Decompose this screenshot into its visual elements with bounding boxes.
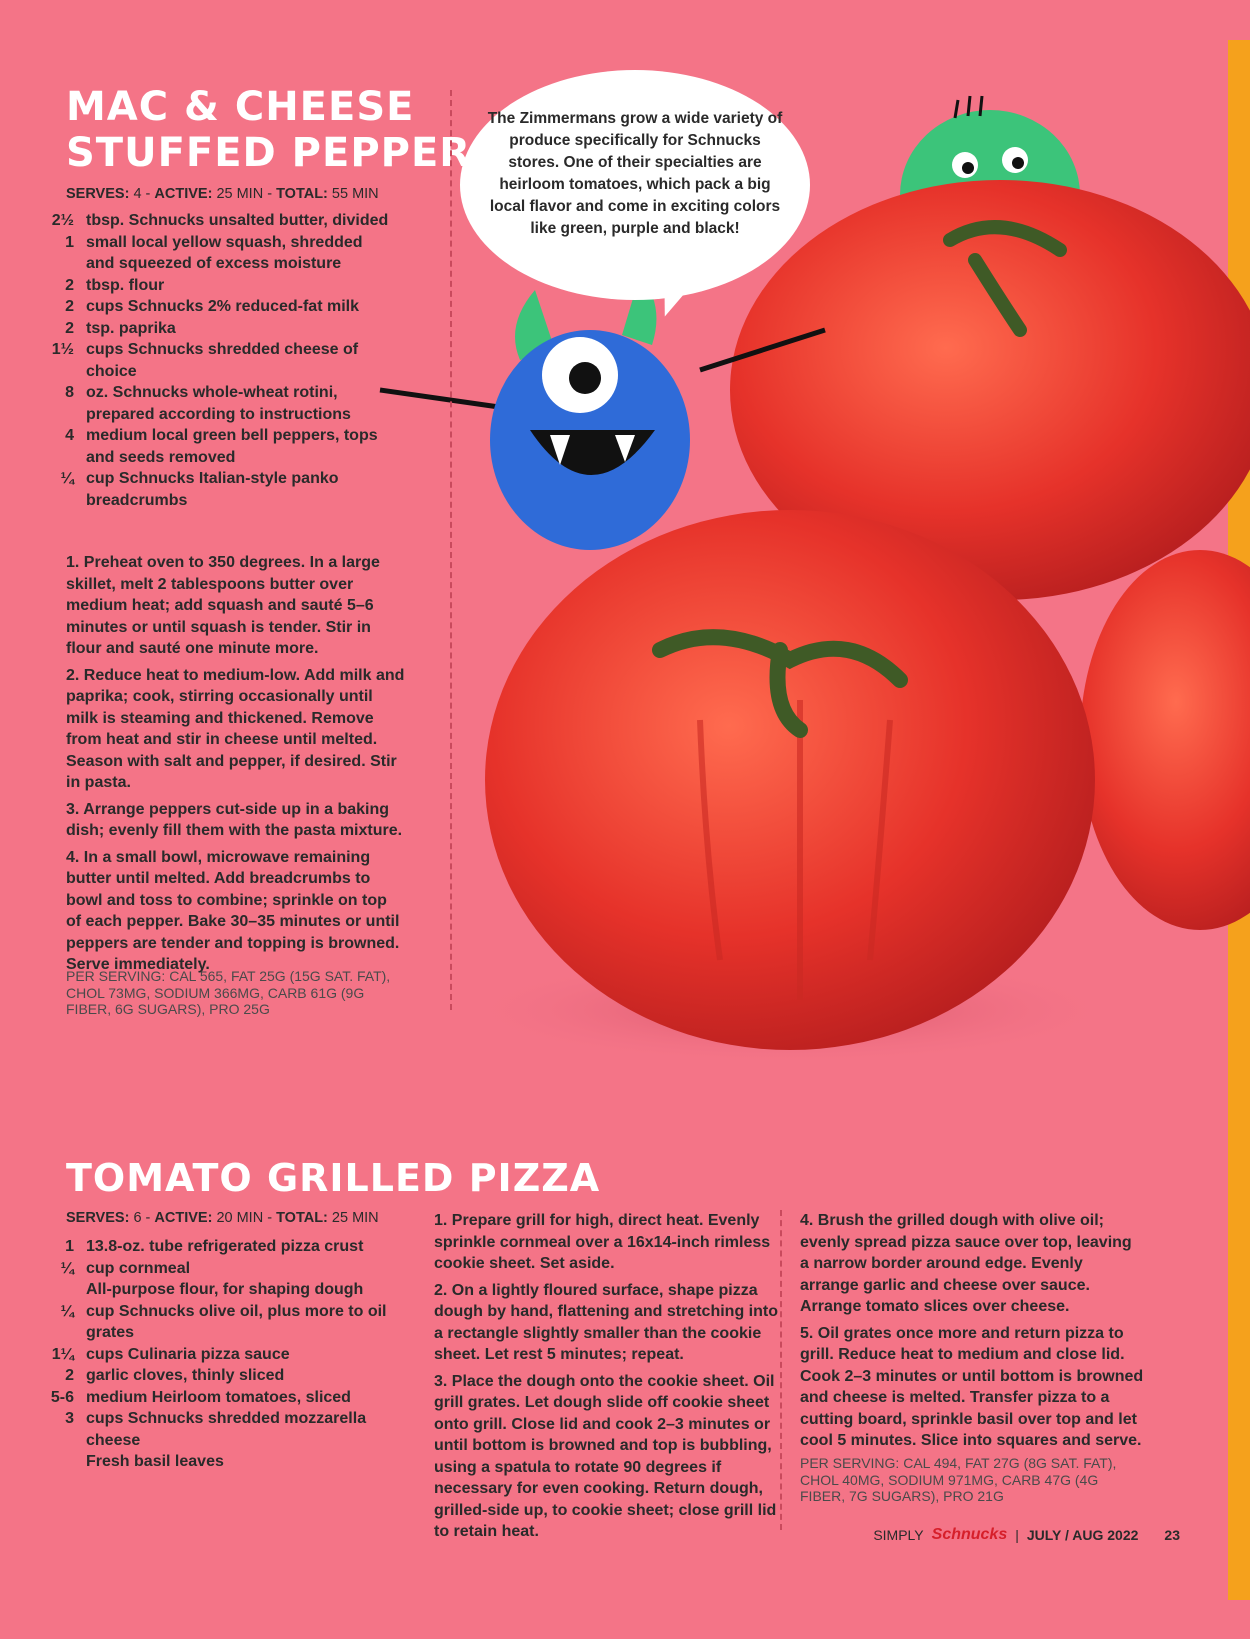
serves-label: SERVES: xyxy=(66,1210,130,1226)
step: 4. Brush the grilled dough with olive oil; evenly spread pizza sauce over top, leaving a narrow border around edge. Evenly arrange garlic and cheese over sauce. Arrange tomato slices over cheese. xyxy=(800,1212,1132,1315)
ingredient-qty: 2 xyxy=(65,276,74,294)
ingredient-item xyxy=(40,1344,420,1366)
footer-separator: | xyxy=(1015,1527,1019,1543)
ingredient-qty: 1¼ xyxy=(51,1345,74,1363)
ingredient-text: garlic cloves, thinly sliced xyxy=(86,1367,285,1384)
ingredient-qty: 1 xyxy=(65,233,74,251)
ingredient-item xyxy=(40,1408,420,1451)
page-footer xyxy=(873,1526,1180,1544)
serves-label: SERVES: xyxy=(66,186,130,202)
ingredient-qty: 2½ xyxy=(51,212,74,229)
recipe1-nutrition: PER SERVING: CAL 565, FAT 25G (15G SAT. FAT), CHOL 73MG, SODIUM 366MG, CARB 61G (9G FIBER, 6G SUGARS), PRO 25G xyxy=(66,968,391,1017)
recipe2-steps-col3 xyxy=(800,1210,1145,1457)
step: 4. In a small bowl, microwave remaining butter until melted. Add breadcrumbs to bowl and toss to combine; sprinkle on top of each pepper. Bake 30–35 minutes or until peppers are tender and topping is browned. Serve immediately. xyxy=(66,848,400,973)
ingredient-text: oz. Schnucks whole-wheat rotini, prepared according to instructions xyxy=(86,384,351,423)
ingredient-item xyxy=(40,210,390,232)
ingredient-qty: 2 xyxy=(65,298,74,315)
column-divider xyxy=(780,1210,782,1530)
meta-sep: - xyxy=(263,1210,277,1226)
ingredient-item xyxy=(40,339,390,382)
ingredient-item xyxy=(40,1236,420,1258)
ingredient-text: small local yellow squash, shredded and squeezed of excess moisture xyxy=(86,233,363,272)
recipe2-ingredients xyxy=(40,1236,420,1473)
ingredient-text: tbsp. flour xyxy=(86,276,165,294)
ingredient-item xyxy=(40,1301,420,1344)
footer-simply: SIMPLY xyxy=(873,1527,924,1543)
meta-sep: - xyxy=(141,186,155,202)
ingredient-item xyxy=(40,275,390,297)
ingredient-qty xyxy=(40,1279,86,1301)
footer-issue: JULY / AUG 2022 xyxy=(1026,1527,1139,1543)
ingredient-item xyxy=(40,1365,420,1387)
ingredient-text: All-purpose flour, for shaping dough xyxy=(86,1281,364,1298)
ingredient-text: medium local green bell peppers, tops and seeds removed xyxy=(86,427,378,466)
ingredient-qty: 5-6 xyxy=(50,1388,74,1406)
ingredient-item xyxy=(40,1387,420,1409)
recipe2-meta xyxy=(66,1210,379,1226)
active-label: ACTIVE: xyxy=(154,186,213,202)
step: 2. Reduce heat to medium-low. Add milk and paprika; cook, stirring occasionally until milk is steaming and thickened. Remove from heat and stir in cheese until melted. Season with salt and pepper, if desired. Stir in pasta. xyxy=(66,666,405,791)
ingredient-text: cups Schnucks shredded cheese of choice xyxy=(86,341,359,380)
ingredient-qty: 1 xyxy=(65,1238,74,1255)
step: 1. Prepare grill for high, direct heat. Evenly sprinkle cornmeal over a 16x14-inch rimless cookie sheet. Set aside. xyxy=(434,1212,771,1272)
ingredient-text: 13.8-oz. tube refrigerated pizza crust xyxy=(86,1238,364,1255)
active-value: 20 MIN xyxy=(216,1210,264,1226)
ingredient-text: cups Schnucks 2% reduced-fat milk xyxy=(86,298,359,315)
recipe1-ingredients xyxy=(40,210,390,511)
ingredient-qty: ¼ xyxy=(60,1302,74,1320)
ingredient-item xyxy=(40,296,390,318)
ingredient-qty: 3 xyxy=(65,1410,74,1427)
column-divider xyxy=(450,90,452,1010)
ingredient-item xyxy=(40,382,390,425)
ingredient-item xyxy=(40,232,390,275)
schnucks-logo: Schnucks xyxy=(931,1526,1008,1543)
ingredient-text: medium Heirloom tomatoes, sliced xyxy=(86,1388,351,1406)
active-value: 25 MIN xyxy=(216,186,264,202)
step: 1. Preheat oven to 350 degrees. In a large skillet, melt 2 tablespoons butter over medium heat; add squash and sauté 5–6 minutes or until squash is tender. Stir in flour and sauté one minute more. xyxy=(66,554,380,657)
ingredient-item xyxy=(40,1451,420,1473)
speech-bubble-text: The Zimmermans grow a wide variety of produce specifically for Schnucks stores. One of their specialties are heirloom tomatoes, which pack a big local flavor and come in exciting colors like green, purple and black! xyxy=(487,110,783,237)
ingredient-text: cup cornmeal xyxy=(86,1259,191,1277)
ingredient-qty: ¼ xyxy=(60,1259,74,1277)
meta-sep: - xyxy=(141,1210,155,1226)
serves-value: 6 xyxy=(133,1210,142,1226)
ingredient-text: cup Schnucks Italian-style panko breadcrumbs xyxy=(86,470,339,509)
ingredient-text: cups Schnucks shredded mozzarella cheese xyxy=(86,1410,367,1449)
ingredient-qty: 1½ xyxy=(51,341,74,358)
total-value: 55 MIN xyxy=(331,186,379,202)
ingredient-text: cups Culinaria pizza sauce xyxy=(86,1345,290,1363)
step: 2. On a lightly floured surface, shape pizza dough by hand, flattening and stretching into a rectangle slightly smaller than the cookie sheet. Let rest 5 minutes; repeat. xyxy=(434,1281,778,1363)
meta-sep: - xyxy=(263,186,277,202)
ingredient-text: cup Schnucks olive oil, plus more to oil grates xyxy=(86,1302,387,1341)
recipe2-nutrition: PER SERVING: CAL 494, FAT 27G (8G SAT. FAT), CHOL 40MG, SODIUM 971MG, CARB 47G (4G FIBER, 7G SUGARS), PRO 21G xyxy=(800,1455,1117,1504)
ingredient-text: tbsp. Schnucks unsalted butter, divided xyxy=(86,212,389,229)
ingredient-item xyxy=(40,468,390,511)
ingredient-text: tsp. paprika xyxy=(86,319,176,337)
ingredient-qty: 4 xyxy=(65,427,74,444)
page-number: 23 xyxy=(1164,1527,1180,1543)
ingredient-item xyxy=(40,1279,420,1301)
serves-value: 4 xyxy=(133,186,142,202)
ingredient-qty xyxy=(40,1451,86,1473)
total-label: TOTAL: xyxy=(276,1210,328,1226)
recipe1-title xyxy=(66,84,501,176)
active-label: ACTIVE: xyxy=(154,1210,213,1226)
recipe1-meta xyxy=(66,186,379,202)
recipe1-title-line1: MAC & CHEESE xyxy=(66,84,415,130)
step: 3. Place the dough onto the cookie sheet. Oil grill grates. Let dough slide off cookie sheet onto grill. Close lid and cook 2–3 minutes or until bottom is browned and top is bubbling, using a spatula to rotate 90 degrees if necessary for even cooking. Return dough, grilled-side up, to cookie sheet; close grill lid to retain heat. xyxy=(434,1372,777,1540)
ingredient-qty: 2 xyxy=(65,1367,74,1384)
ingredient-qty: 8 xyxy=(65,384,74,401)
step: 5. Oil grates once more and return pizza to grill. Reduce heat to medium and close lid. Cook 2–3 minutes or until bottom is browned and cheese is melted. Transfer pizza to a cutting board, sprinkle basil over top and let cool 5 minutes. Slice into squares and serve. xyxy=(800,1324,1144,1449)
total-label: TOTAL: xyxy=(276,186,328,202)
recipe2-steps-col2 xyxy=(434,1210,779,1548)
ingredient-item xyxy=(40,425,390,468)
ingredient-text: Fresh basil leaves xyxy=(86,1453,224,1470)
recipe1-steps xyxy=(66,552,406,981)
total-value: 25 MIN xyxy=(331,1210,379,1226)
recipe2-title: TOMATO GRILLED PIZZA xyxy=(66,1156,601,1200)
ingredient-item xyxy=(40,1258,420,1280)
ingredient-item xyxy=(40,318,390,340)
recipe1-title-line2: STUFFED PEPPERS xyxy=(66,130,501,176)
step: 3. Arrange peppers cut-side up in a baking dish; evenly fill them with the pasta mixture. xyxy=(66,800,403,839)
ingredient-qty: ¼ xyxy=(60,470,74,487)
ingredient-qty: 2 xyxy=(65,319,74,337)
